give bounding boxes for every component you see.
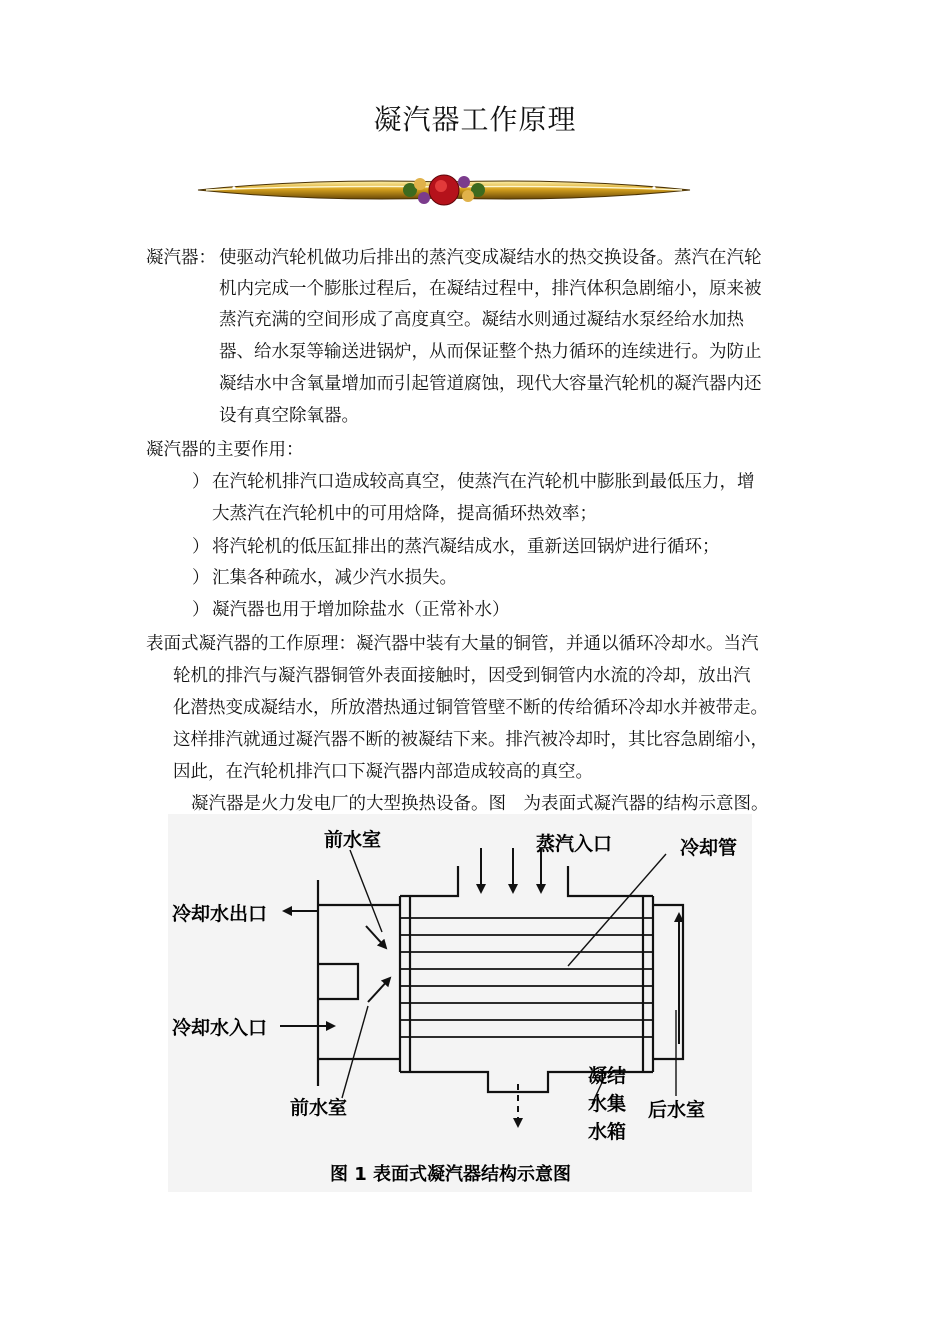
label-front-chamber-bottom: 前水室 bbox=[290, 1097, 348, 1119]
definition-line: 蒸汽充满的空间形成了高度真空。凝结水则通过凝结水泵经给水加热 bbox=[219, 310, 744, 330]
definition-line: 凝结水中含氧量增加而引起管道腐蚀，现代大容量汽轮机的凝汽器内还 bbox=[219, 374, 762, 394]
label-front-chamber-top: 前水室 bbox=[324, 829, 382, 851]
definition-line: 机内完成一个膨胀过程后，在凝结过程中，排汽体积急剧缩小，原来被 bbox=[219, 279, 762, 299]
principle-line: 因此，在汽轮机排汽口下凝汽器内部造成较高的真空。 bbox=[173, 762, 593, 782]
list-bullet: ） bbox=[192, 537, 210, 557]
label-condensate-box: 凝结 bbox=[588, 1065, 627, 1087]
condenser-diagram bbox=[168, 814, 752, 1192]
list-bullet: ） bbox=[192, 472, 210, 492]
label-condensate-box: 水集 bbox=[588, 1093, 627, 1115]
principle-line: 这样排汽就通过凝汽器不断的被凝结下来。排汽被冷却时，其比容急剧缩小， bbox=[173, 730, 768, 750]
label-condensate-box: 水箱 bbox=[588, 1121, 627, 1143]
figure-intro: 凝汽器是火力发电厂的大型换热设备。图 为表面式凝汽器的结构示意图。 bbox=[191, 794, 769, 814]
principle-line: 化潜热变成凝结水，所放潜热通过铜管管壁不断的传给循环冷却水并被带走。 bbox=[173, 698, 768, 718]
label-water-inlet: 冷却水入口 bbox=[172, 1017, 268, 1039]
list-bullet: ） bbox=[192, 568, 210, 588]
definition-label: 凝汽器： bbox=[146, 248, 216, 268]
list-bullet: ） bbox=[192, 600, 210, 620]
list-item: 汇集各种疏水，减少汽水损失。 bbox=[212, 568, 457, 588]
label-rear-chamber: 后水室 bbox=[648, 1099, 706, 1121]
list-item: 凝汽器也用于增加除盐水（正常补水） bbox=[212, 600, 510, 620]
figure-caption: 图 1 表面式凝汽器结构示意图 bbox=[330, 1164, 572, 1185]
label-water-outlet: 冷却水出口 bbox=[172, 903, 268, 925]
definition-line: 设有真空除氧器。 bbox=[219, 406, 359, 426]
label-steam-inlet: 蒸汽入口 bbox=[536, 833, 613, 855]
list-item: 在汽轮机排汽口造成较高真空，使蒸汽在汽轮机中膨胀到最低压力，增 bbox=[212, 472, 755, 492]
list-item: 将汽轮机的低压缸排出的蒸汽凝结成水，重新送回锅炉进行循环； bbox=[212, 537, 720, 557]
label-cooling-tubes: 冷却管 bbox=[680, 837, 738, 859]
principle-line: 轮机的排汽与凝汽器铜管外表面接触时，因受到铜管内水流的冷却，放出汽 bbox=[173, 666, 751, 686]
definition-line: 器、给水泵等输送进锅炉，从而保证整个热力循环的连续进行。为防止 bbox=[219, 342, 762, 362]
page-title: 凝汽器工作原理 bbox=[373, 103, 577, 136]
list-item-continuation: 大蒸汽在汽轮机中的可用焓降，提高循环热效率； bbox=[212, 504, 597, 524]
definition-line: 使驱动汽轮机做功后排出的蒸汽变成凝结水的热交换设备。蒸汽在汽轮 bbox=[219, 248, 762, 268]
ornament-divider bbox=[196, 166, 692, 214]
principle-line: 表面式凝汽器的工作原理：凝汽器中装有大量的铜管，并通以循环冷却水。当汽 bbox=[146, 634, 759, 654]
functions-heading: 凝汽器的主要作用： bbox=[146, 440, 304, 460]
